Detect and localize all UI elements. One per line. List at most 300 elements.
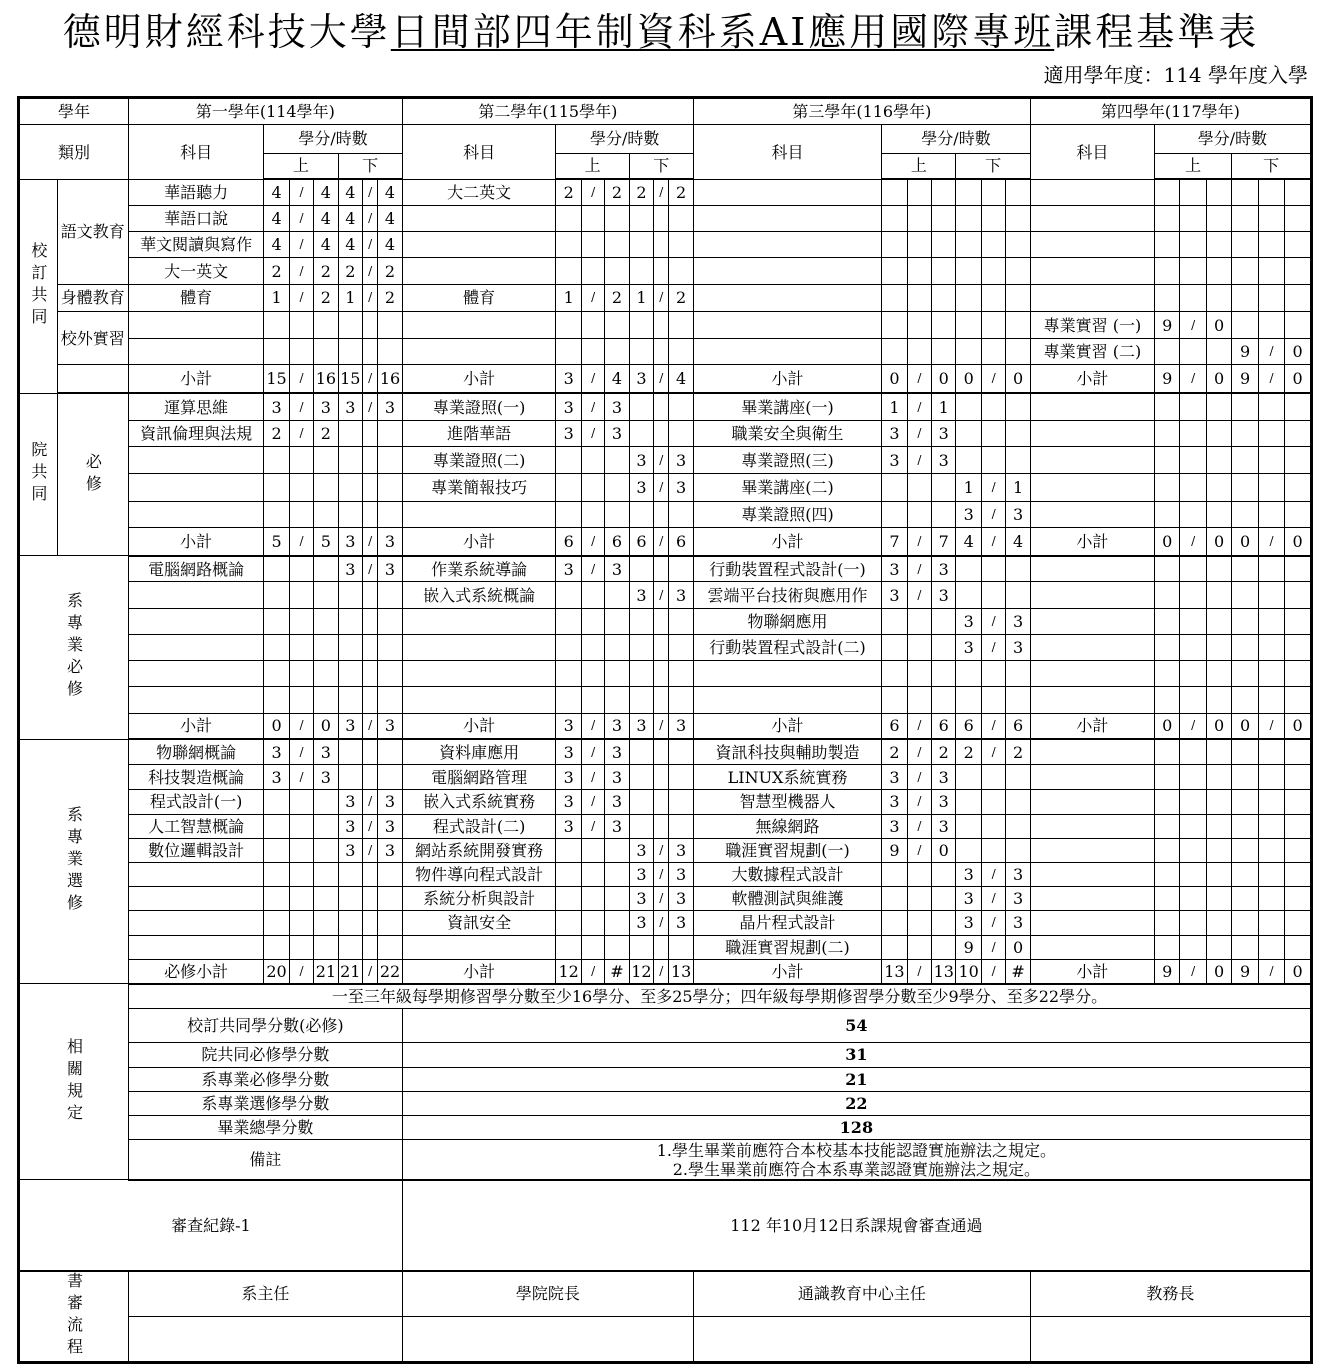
- lower-credits: 3: [338, 838, 362, 862]
- course-name: [1030, 935, 1154, 959]
- upper-hours: [605, 687, 629, 713]
- lower-hours: [1285, 232, 1312, 258]
- lower-credits: [629, 661, 653, 687]
- lower-hours: [669, 232, 693, 258]
- upper-credits: [264, 501, 289, 527]
- slash-separator: /: [654, 887, 669, 911]
- lower-credits: 3: [956, 911, 981, 935]
- course-name: [128, 911, 263, 935]
- upper-credits: [556, 501, 581, 527]
- course-name: [1030, 739, 1154, 764]
- course-name: [402, 608, 556, 634]
- lower-credits: 3: [629, 911, 653, 935]
- slash-separator: [1258, 582, 1284, 608]
- course-name: 物聯網概論: [128, 739, 263, 764]
- subtotal-label: 小計: [1030, 527, 1154, 555]
- internship-label: 校外實習: [57, 311, 128, 364]
- slash-separator: [581, 634, 604, 660]
- lower-hours: [1006, 765, 1030, 790]
- upper-credits: [264, 790, 289, 814]
- upper-credits: [556, 311, 581, 338]
- upper-credits: [556, 687, 581, 713]
- lower-credits: [956, 393, 981, 420]
- lower-credits: [629, 205, 653, 231]
- course-name: 職涯實習規劃(一): [693, 838, 881, 862]
- lower-hours: [669, 661, 693, 687]
- course-name: 行動裝置程式設計(二): [693, 634, 881, 660]
- lower-credits: 9: [1232, 339, 1258, 365]
- subtotal-label: 小計: [1030, 365, 1154, 393]
- upper-credits: 3: [882, 814, 907, 838]
- slash-separator: [981, 420, 1005, 446]
- upper-credits: [882, 258, 907, 284]
- lower-credits: [338, 739, 362, 764]
- upper-credits: 2: [556, 179, 581, 205]
- slash-separator: /: [1180, 527, 1206, 555]
- course-name: 專業證照(三): [693, 447, 881, 474]
- course-name: 電腦網路概論: [128, 556, 263, 582]
- slash-separator: [289, 339, 313, 365]
- upper-hours: 0: [1206, 365, 1231, 393]
- slash-separator: [981, 765, 1005, 790]
- course-name: 運算思維: [128, 393, 263, 420]
- lower-hours: [1285, 687, 1312, 713]
- slash-separator: /: [654, 713, 669, 739]
- regulation-item-label: 校訂共同學分數(必修): [128, 1009, 402, 1042]
- year-heading: 第一學年(114學年): [128, 98, 402, 125]
- course-name: 體育: [128, 284, 263, 311]
- review-label: 審查紀錄-1: [19, 1180, 403, 1271]
- course-name: [1030, 179, 1154, 205]
- lower-hours: 3: [669, 838, 693, 862]
- lower-credits: [1232, 205, 1258, 231]
- upper-hours: 3: [932, 556, 956, 582]
- course-name: [1030, 838, 1154, 862]
- upper-hours: [1206, 739, 1231, 764]
- slash-separator: [1180, 911, 1206, 935]
- lower-credits: 0: [956, 365, 981, 393]
- upper-credits: [264, 556, 289, 582]
- course-name: [1030, 661, 1154, 687]
- slash-separator: [581, 205, 604, 231]
- applicable-year: 適用學年度：114 學年度入學: [1043, 63, 1308, 87]
- signature-box: [128, 1316, 402, 1362]
- course-name: [402, 258, 556, 284]
- upper-credits: 5: [264, 527, 289, 555]
- slash-separator: /: [289, 393, 313, 420]
- upper-credits: 6: [882, 713, 907, 739]
- lower-hours: 3: [669, 474, 693, 501]
- regulation-item-value: 21: [402, 1067, 1311, 1091]
- slash-separator: /: [363, 365, 378, 393]
- upper-hours: 3: [932, 582, 956, 608]
- course-name: [1030, 258, 1154, 284]
- lower-credits: [629, 339, 653, 365]
- lower-credits: [1232, 814, 1258, 838]
- slash-separator: [654, 765, 669, 790]
- lower-credits: 4: [338, 179, 362, 205]
- course-name: 軟體測試與維護: [693, 887, 881, 911]
- upper-credits: [556, 887, 581, 911]
- upper-hours: 2: [932, 739, 956, 764]
- lower-credits: [956, 284, 981, 311]
- course-name: [1030, 608, 1154, 634]
- credit-rule: 一至三年級每學期修習學分數至少16學分、至多25學分；四年級每學期修習學分數至少9學分、至多22學分。: [128, 984, 1311, 1009]
- required-label: 必修: [57, 393, 128, 555]
- slash-separator: /: [581, 527, 604, 555]
- upper-hours: 3: [605, 765, 629, 790]
- upper-credits: 3: [882, 556, 907, 582]
- lower-hours: [1006, 790, 1030, 814]
- lower-credits: 3: [629, 447, 653, 474]
- lower-hours: [1285, 179, 1312, 205]
- lower-credits: [629, 258, 653, 284]
- upper-credits: [556, 205, 581, 231]
- slash-separator: [289, 556, 313, 582]
- lower-hours: [669, 935, 693, 959]
- slash-separator: [654, 501, 669, 527]
- lower-hours: 0: [1285, 365, 1312, 393]
- course-name: 嵌入式系統實務: [402, 790, 556, 814]
- slash-separator: [1180, 765, 1206, 790]
- course-name: 專業簡報技巧: [402, 474, 556, 501]
- upper-credits: [264, 887, 289, 911]
- lower-credits: [1232, 862, 1258, 886]
- upper-hours: [1206, 447, 1231, 474]
- slash-separator: [363, 311, 378, 338]
- upper-hours: [1206, 393, 1231, 420]
- slash-separator: /: [363, 814, 378, 838]
- upper-hours: [932, 474, 956, 501]
- course-name: 科技製造概論: [128, 765, 263, 790]
- slash-separator: [581, 582, 604, 608]
- course-name: [1030, 420, 1154, 446]
- upper-hours: [932, 661, 956, 687]
- slash-separator: [907, 501, 931, 527]
- college-common-label: 院共同: [19, 393, 58, 555]
- course-name: 網站系統開發實務: [402, 838, 556, 862]
- slash-separator: [981, 582, 1005, 608]
- slash-separator: /: [654, 447, 669, 474]
- upper-hours: [932, 935, 956, 959]
- lower-credits: [1232, 661, 1258, 687]
- upper-hours: [932, 311, 956, 338]
- upper-credits: [1154, 556, 1179, 582]
- lower-credits: [1232, 765, 1258, 790]
- lower-credits: [338, 887, 362, 911]
- lower-hours: 4: [378, 232, 402, 258]
- course-name: 專業證照(二): [402, 447, 556, 474]
- lower-hours: [1285, 814, 1312, 838]
- lower-hours: 3: [669, 911, 693, 935]
- lower-hours: [1285, 911, 1312, 935]
- slash-separator: /: [363, 393, 378, 420]
- lower-credits: [338, 582, 362, 608]
- slash-separator: [363, 661, 378, 687]
- approval-role: 系主任: [128, 1271, 402, 1317]
- lower-credits: 21: [338, 959, 362, 983]
- course-name: 專業實習 (二): [1030, 339, 1154, 365]
- lower-hours: [1285, 661, 1312, 687]
- category-header: 類別: [19, 125, 129, 180]
- lower-hours: [1285, 790, 1312, 814]
- slash-separator: [1180, 232, 1206, 258]
- upper-hours: [932, 634, 956, 660]
- subtotal-label: 小計: [1030, 713, 1154, 739]
- upper-hours: [1206, 339, 1231, 365]
- upper-hours: [314, 687, 338, 713]
- signature-box: [402, 1316, 693, 1362]
- upper-hours: 6: [932, 713, 956, 739]
- slash-separator: /: [981, 959, 1005, 983]
- upper-credits: [1154, 765, 1179, 790]
- subtotal-label: 小計: [128, 713, 263, 739]
- upper-hours: [314, 339, 338, 365]
- review-value: 112 年10月12日系課規會審查通過: [402, 1180, 1311, 1271]
- upper-hours: [1206, 556, 1231, 582]
- upper-credits: 12: [556, 959, 581, 983]
- upper-credits: [264, 838, 289, 862]
- course-name: [402, 232, 556, 258]
- upper-hours: [605, 935, 629, 959]
- upper-hours: [932, 179, 956, 205]
- upper-credits: 0: [264, 713, 289, 739]
- lower-hours: 3: [669, 582, 693, 608]
- upper-hours: [605, 634, 629, 660]
- course-name: [1030, 790, 1154, 814]
- course-name: 專業證照(一): [402, 393, 556, 420]
- subtotal-label: 小計: [402, 713, 556, 739]
- upper-hours: [605, 582, 629, 608]
- regulation-item-label: 系專業必修學分數: [128, 1067, 402, 1091]
- upper-hours: [1206, 790, 1231, 814]
- upper-hours: [1206, 911, 1231, 935]
- slash-separator: [1180, 862, 1206, 886]
- slash-separator: [1180, 258, 1206, 284]
- lower-credits: 2: [338, 258, 362, 284]
- slash-separator: [1258, 814, 1284, 838]
- slash-separator: /: [907, 814, 931, 838]
- lower-credits: [338, 608, 362, 634]
- course-name: [1030, 814, 1154, 838]
- slash-separator: /: [363, 527, 378, 555]
- lower-hours: 0: [1006, 365, 1030, 393]
- course-name: [128, 634, 263, 660]
- upper-hours: [1206, 582, 1231, 608]
- upper-hours: [605, 887, 629, 911]
- lower-credits: [956, 687, 981, 713]
- lower-credits: 3: [629, 887, 653, 911]
- lower-hours: [1006, 814, 1030, 838]
- upper-hours: 0: [314, 713, 338, 739]
- lower-credits: 0: [1232, 713, 1258, 739]
- upper-credits: [1154, 814, 1179, 838]
- lower-hours: [669, 790, 693, 814]
- upper-hours: [605, 474, 629, 501]
- upper-hours: [605, 339, 629, 365]
- course-name: 資料庫應用: [402, 739, 556, 764]
- upper-credits: 4: [264, 205, 289, 231]
- slash-separator: /: [907, 582, 931, 608]
- slash-separator: [981, 790, 1005, 814]
- course-name: [128, 582, 263, 608]
- upper-credits: 9: [1154, 365, 1179, 393]
- lower-credits: 12: [629, 959, 653, 983]
- slash-separator: [654, 420, 669, 446]
- upper-semester-header: 上: [264, 153, 338, 179]
- course-name: [693, 661, 881, 687]
- upper-credits: [1154, 284, 1179, 311]
- course-name: [693, 205, 881, 231]
- lower-hours: [1285, 862, 1312, 886]
- lower-hours: [669, 634, 693, 660]
- slash-separator: [1180, 634, 1206, 660]
- slash-separator: /: [289, 365, 313, 393]
- upper-credits: 3: [556, 393, 581, 420]
- upper-credits: [1154, 911, 1179, 935]
- upper-credits: [264, 814, 289, 838]
- slash-separator: [1180, 887, 1206, 911]
- slash-separator: [907, 862, 931, 886]
- slash-separator: /: [981, 527, 1005, 555]
- lower-hours: [669, 393, 693, 420]
- course-name: [402, 501, 556, 527]
- slash-separator: [1180, 739, 1206, 764]
- slash-separator: /: [581, 420, 604, 446]
- course-name: [1030, 556, 1154, 582]
- lower-credits: 3: [629, 862, 653, 886]
- slash-separator: [289, 634, 313, 660]
- subtotal-label: 小計: [693, 959, 881, 983]
- upper-credits: 0: [1154, 527, 1179, 555]
- slash-separator: [654, 634, 669, 660]
- slash-separator: [289, 838, 313, 862]
- slash-separator: /: [907, 556, 931, 582]
- course-name: [1030, 582, 1154, 608]
- lower-credits: [956, 232, 981, 258]
- slash-separator: [1258, 687, 1284, 713]
- slash-separator: [907, 232, 931, 258]
- upper-credits: [1154, 582, 1179, 608]
- lower-hours: [669, 311, 693, 338]
- slash-separator: /: [581, 179, 604, 205]
- lower-hours: 3: [1006, 862, 1030, 886]
- lower-hours: [378, 687, 402, 713]
- slash-separator: /: [907, 959, 931, 983]
- upper-credits: [1154, 739, 1179, 764]
- slash-separator: /: [1258, 365, 1284, 393]
- course-name: 職業安全與衛生: [693, 420, 881, 446]
- course-name: [128, 311, 263, 338]
- slash-separator: [363, 935, 378, 959]
- lower-hours: [1006, 311, 1030, 338]
- upper-hours: [314, 935, 338, 959]
- slash-separator: [581, 911, 604, 935]
- lower-credits: [629, 765, 653, 790]
- lower-credits: [338, 339, 362, 365]
- upper-credits: 0: [1154, 713, 1179, 739]
- slash-separator: /: [363, 179, 378, 205]
- slash-separator: [363, 339, 378, 365]
- slash-separator: [581, 838, 604, 862]
- slash-separator: /: [363, 713, 378, 739]
- slash-separator: /: [907, 838, 931, 862]
- lower-hours: [378, 862, 402, 886]
- lower-credits: [629, 634, 653, 660]
- upper-credits: [1154, 687, 1179, 713]
- lower-hours: [669, 258, 693, 284]
- lower-credits: 3: [338, 393, 362, 420]
- upper-credits: 4: [264, 232, 289, 258]
- lower-credits: 3: [629, 838, 653, 862]
- upper-hours: [314, 608, 338, 634]
- upper-credits: [882, 608, 907, 634]
- course-name: 大數據程式設計: [693, 862, 881, 886]
- upper-credits: 15: [264, 365, 289, 393]
- course-name: [693, 687, 881, 713]
- upper-hours: [1206, 420, 1231, 446]
- lower-credits: [629, 420, 653, 446]
- slash-separator: /: [907, 393, 931, 420]
- slash-separator: [981, 661, 1005, 687]
- lower-hours: 6: [1006, 713, 1030, 739]
- lower-hours: 3: [378, 713, 402, 739]
- course-name: 資訊安全: [402, 911, 556, 935]
- course-name: [1030, 232, 1154, 258]
- lower-hours: [378, 935, 402, 959]
- lower-hours: [1285, 420, 1312, 446]
- slash-separator: /: [907, 527, 931, 555]
- upper-hours: 0: [1206, 527, 1231, 555]
- slash-separator: [1258, 232, 1284, 258]
- course-name: [402, 687, 556, 713]
- upper-credits: [264, 608, 289, 634]
- subject-header: 科目: [693, 125, 881, 180]
- lower-hours: 3: [1006, 887, 1030, 911]
- slash-separator: [1258, 887, 1284, 911]
- lower-hours: [378, 911, 402, 935]
- lower-credits: 10: [956, 959, 981, 983]
- upper-credits: 7: [882, 527, 907, 555]
- lower-hours: 2: [378, 258, 402, 284]
- lower-hours: [378, 339, 402, 365]
- regulation-item-value: 128: [402, 1116, 1311, 1140]
- lower-credits: [1232, 911, 1258, 935]
- lower-credits: [1232, 582, 1258, 608]
- upper-credits: [556, 911, 581, 935]
- upper-hours: 0: [1206, 311, 1231, 338]
- upper-credits: 2: [264, 258, 289, 284]
- lower-credits: 2: [629, 179, 653, 205]
- lower-hours: [1285, 634, 1312, 660]
- slash-separator: [907, 258, 931, 284]
- credit-hours-header: 學分/時數: [882, 125, 1031, 153]
- upper-credits: [1154, 339, 1179, 365]
- course-name: [1030, 911, 1154, 935]
- slash-separator: [1258, 556, 1284, 582]
- slash-separator: [581, 887, 604, 911]
- lower-credits: [956, 339, 981, 365]
- slash-separator: /: [289, 739, 313, 764]
- lower-credits: [956, 814, 981, 838]
- slash-separator: [907, 661, 931, 687]
- slash-separator: [581, 661, 604, 687]
- lower-hours: [378, 501, 402, 527]
- lower-credits: [629, 501, 653, 527]
- slash-separator: [1180, 556, 1206, 582]
- upper-credits: [1154, 661, 1179, 687]
- lower-hours: [1285, 838, 1312, 862]
